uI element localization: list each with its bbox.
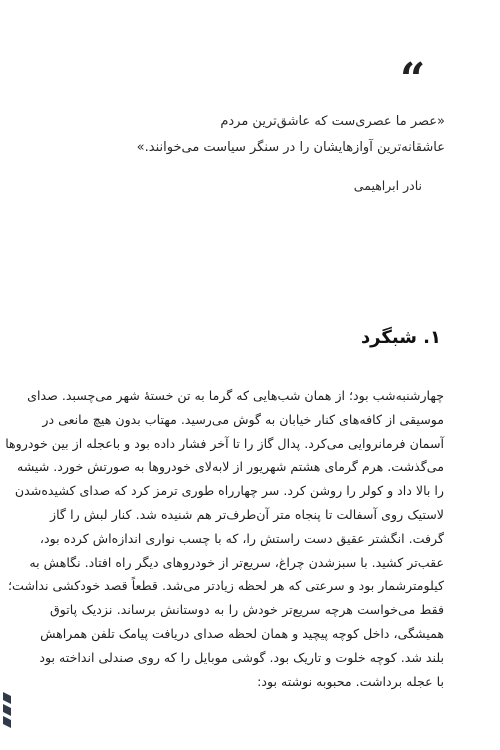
epigraph-line-1: «عصر ما عصری‌ست که عاشق‌ترین مردم <box>220 114 445 129</box>
body-line: همیشگی، داخل کوچه پیچید و همان لحظه صدای دریافت پیامک تلفن همراهش <box>40 625 444 641</box>
epigraph-line-2: عاشقانه‌ترین آوازهایشان را در سنگر سیاست می‌خوانند.» <box>136 140 445 155</box>
body-line: فقط می‌خواست هرچه سریع‌تر خودش را به دوستانش برساند. نزدیک پاتوق <box>50 602 444 618</box>
body-line: چهارشنبه‌شب بود؛ از همان شب‌هایی که گرما به تن خستهٔ شهر می‌چسبد. صدای <box>27 388 444 403</box>
body-line: با عجله برداشت. محبوبه نوشته بود: <box>257 673 444 689</box>
body-line: کیلومترشمار بود و سرعتی که هر لحظه زیادتر می‌شد. قطعاً قصد خودکشی نداشت؛ <box>7 578 444 594</box>
body-line: می‌گذشت. هرم گرمای هشتم شهریور از لابه‌لای خودروها به صورتش خورد. شیشه <box>16 459 444 475</box>
chapter-title: ۱. شبگرد <box>360 327 441 348</box>
quotation-mark-icon: “ <box>400 54 424 105</box>
body-line: لاستیک روی آسفالت تا پنجاه متر آن‌طرف‌تر هم شنیده شد. کنار لبش را گاز <box>50 506 444 522</box>
body-line: عقب‌تر کشید. با سبزشدن چراغ، سریع‌تر از خودروهای دیگر راه افتاد. نگاهش به <box>29 554 444 570</box>
body-line: بلند شد. کوچه خلوت و تاریک بود. گوشی موبایل را که روی صندلی انداخته بود <box>39 649 444 665</box>
publisher-logo-icon <box>0 690 14 730</box>
body-line: موسیقی از کافه‌های کنار خیابان به گوش می‌رسید. مهتاب بدون هیچ مانعی در <box>42 411 444 427</box>
body-line: را بالا داد و کولر را روشن کرد. سر چهارراه طوری ترمز کرد که صدای کشیده‌شدن <box>14 483 444 499</box>
body-line: گرفت. انگشتر عقیق دست راستش را، که با چسب نواری اندازه‌اش کرده بود، <box>39 530 444 546</box>
body-paragraph <box>5 384 444 693</box>
epigraph-author: نادر ابراهیمی <box>353 178 422 193</box>
body-line: آسمان فرمانروایی می‌کرد. پدال گاز را تا آخر فشار داده بود و باعجله از بین خودروها <box>5 435 444 451</box>
